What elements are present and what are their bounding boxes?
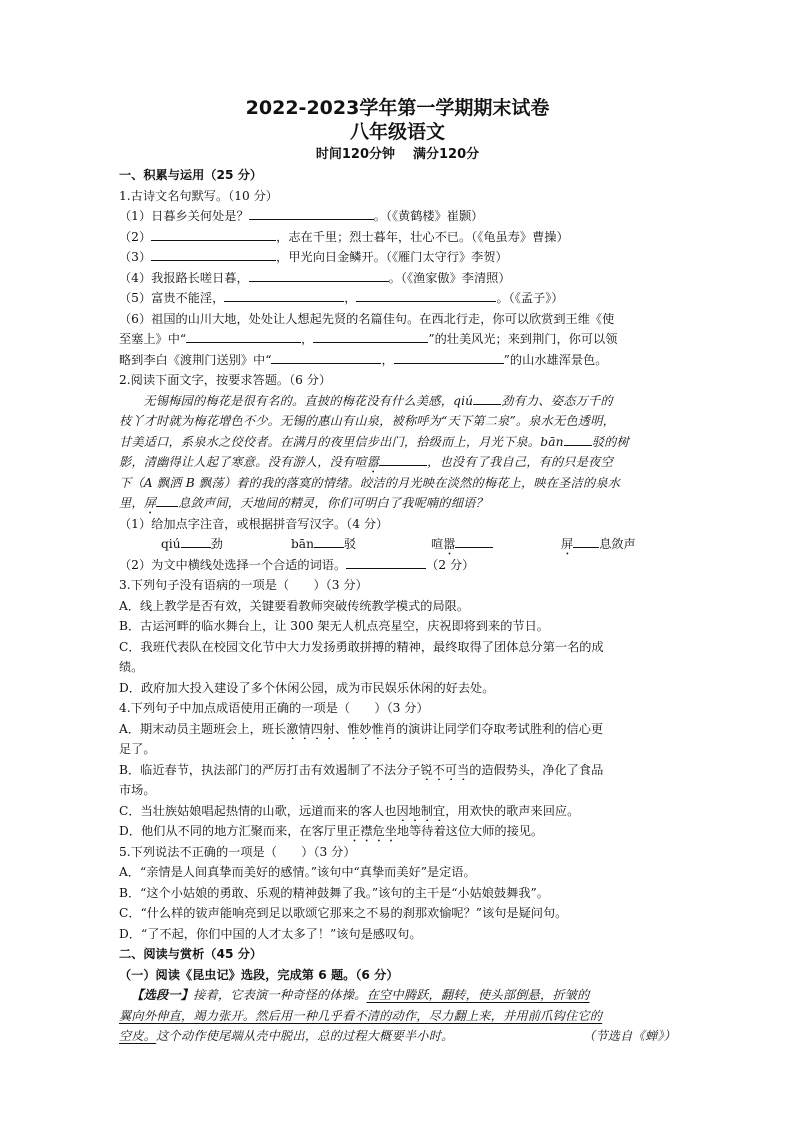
q3-option-c-line1: C．我班代表队在校园文化节中大力发扬勇敢拼搏的精神，最终取得了团体总分第一名的成	[119, 639, 604, 654]
q2-pinyin-row	[119, 534, 676, 555]
q5-option-a: A．“亲情是人间真挚而美好的感情。”该句中“真挚而美好”是定语。	[119, 865, 476, 879]
answer-blank[interactable]	[473, 391, 501, 405]
q5-option-c: C．“什么样的钹声能响亮到足以歌颂它那来之不易的刹那欢愉呢？”该句是疑问句。	[119, 906, 568, 920]
q2-prompt: 2.阅读下面文字，按要求答题。（6 分）	[119, 373, 332, 387]
q1-item-4: （4）我报路长嗟日暮， 。（《渔家傲》李清照）	[119, 268, 676, 289]
answer-blank[interactable]	[394, 350, 504, 364]
q1-item-6-line2: 至塞上》中“ ， ”的壮美风光；来到荆门，你可以领	[119, 329, 676, 350]
q5-prompt: 5.下列说法不正确的一项是（ ）（3 分）	[119, 844, 356, 859]
q4-option-c: C．当壮族姑娘唱起热情的山歌，远道而来的客人也因地制宜，用欢快的歌声来回应。	[119, 803, 580, 818]
excerpt-source: （节选自《蝉》）	[583, 1029, 676, 1043]
q2-passage-line5: 下（A 飘洒 B 飘荡）着的我的落寞的情绪。皎洁的月光映在淡然的梅花上，映在圣洁的泉水	[119, 475, 621, 490]
answer-blank[interactable]	[573, 534, 599, 548]
answer-blank[interactable]	[186, 329, 301, 343]
q1-item-2: （2） ，志在千里；烈士暮年，壮心不已。（《龟虽寿》曹操）	[119, 227, 676, 248]
excerpt-line2: 翼向外伸直，竭力张开。然后用一种几乎看不清的动作，尽力翻上来，并用前爪钩住它的	[119, 1008, 603, 1023]
q2-sub1: （1）给加点字注音，或根据拼音写汉字。（4 分）	[119, 516, 389, 531]
pinyin-item: 喧嚣	[431, 534, 561, 555]
q3-option-b: B．古运河畔的临水舞台上，让 300 架无人机点亮星空，庆祝即将到来的节日。	[119, 619, 549, 633]
exam-grade-subject: 八年级语文	[349, 121, 445, 143]
q2-passage-line6: 里，屏 息敛声间，天地间的精灵，你们可明白了我呢喃的细语？	[119, 493, 676, 514]
answer-blank[interactable]	[151, 247, 276, 261]
answer-blank[interactable]	[151, 227, 276, 241]
q4-option-d: D．他们从不同的地方汇聚而来，在客厅里正襟危坐地等待着这位大师的接见。	[119, 824, 544, 838]
q1-item-6-line3: 略到李白《渡荆门送别》中“ ， ”的山水雄浑景色。	[119, 350, 676, 371]
q3-prompt: 3.下列句子没有语病的一项是（ ）（3 分）	[119, 578, 368, 592]
q1-item-5: （5）富贵不能淫， ， 。（《孟子》）	[119, 288, 676, 309]
excerpt-line1: 【选段一】接着，它表演一种奇怪的体操。在空中腾跃，翻转，使头部倒悬，折皱的	[131, 988, 590, 1002]
exam-info	[119, 145, 676, 165]
pinyin-item: bān 驳	[291, 534, 431, 555]
q2-passage-line1: 无锡梅园的梅花是很有名的。直披的梅花没有什么美感，qiú 劲有力、姿态万千的	[119, 391, 676, 412]
answer-blank[interactable]	[313, 329, 428, 343]
exam-score: 满分120分	[413, 147, 480, 162]
pinyin-item: qiú 劲	[161, 534, 291, 555]
exam-title: 2022-2023学年第一学期期末试卷	[245, 97, 550, 119]
pinyin-item: 屏 息敛声	[561, 534, 636, 555]
q5-option-d: D．“了不起，你们中国的人才太多了！”该句是感叹句。	[119, 926, 422, 941]
section2-part1-heading: （一）阅读《昆虫记》选段，完成第 6 题。（6 分）	[119, 967, 399, 982]
q1-item-1: （1）日暮乡关何处是？ 。（《黄鹤楼》崔颢）	[119, 206, 676, 227]
answer-blank[interactable]	[356, 288, 496, 302]
answer-blank[interactable]	[346, 555, 426, 569]
section1-heading: 一、积累与运用（25 分）	[119, 168, 263, 182]
answer-blank[interactable]	[314, 534, 344, 548]
answer-blank[interactable]	[455, 534, 493, 548]
q2-sub2: （2）为文中横线处选择一个合适的词语。 （2 分）	[119, 555, 676, 576]
q2-passage-line2: 枝丫才时就为梅花增色不少。无锡的惠山有山泉，被称呼为“天下第二泉”。泉水无色透明，	[119, 414, 615, 428]
exam-time: 时间120分钟	[315, 147, 395, 162]
q2-passage-line3: 甘美适口，系泉水之佼佼者。在满月的夜里信步出门，拾级而上，月光下泉。bān 驳的树	[119, 432, 676, 453]
q4-prompt: 4.下列句子中加点成语使用正确的一项是（ ）（3 分）	[119, 701, 429, 715]
answer-blank[interactable]	[379, 452, 427, 466]
q1-prompt: 1.古诗文名句默写。（10 分）	[119, 188, 278, 203]
answer-blank[interactable]	[181, 534, 211, 548]
q2-passage-line4: 影，清幽得让人起了寒意。没有游人，没有喧嚣 ，也没有了我自己，有的只是夜空	[119, 452, 676, 473]
q3-option-a: A．线上教学是否有效，关键要看教师突破传统教学模式的局限。	[119, 598, 470, 613]
q4-option-b-line1: B．临近春节，执法部门的严厉打击有效遏制了不法分子锐不可当的造假势头，净化了食品	[119, 762, 604, 777]
excerpt-label: 【选段一】	[131, 988, 194, 1002]
excerpt-line3: 空皮。这个动作使尾端从壳中脱出，总的过程大概要半小时。 （节选自《蝉》）	[119, 1026, 676, 1047]
section2-heading: 二、阅读与赏析（45 分）	[119, 947, 263, 961]
q4-option-a-line2: 足了。	[119, 742, 156, 756]
q3-option-c-line2: 绩。	[119, 660, 144, 674]
answer-blank[interactable]	[249, 268, 389, 282]
q3-option-d: D．政府加大投入建设了多个休闲公园，成为市民娱乐休闲的好去处。	[119, 680, 495, 695]
q1-item-6-line1: （6）祖国的山川大地，处处让人想起先贤的名篇佳句。在西北行走，你可以欣赏到王维《使	[119, 311, 615, 326]
answer-blank[interactable]	[564, 432, 592, 446]
answer-blank[interactable]	[156, 493, 178, 507]
answer-blank[interactable]	[224, 288, 344, 302]
q1-item-3: （3） ，甲光向日金鳞开。（《雁门太守行》李贺）	[119, 247, 676, 268]
q5-option-b: B．“这个小姑娘的勇敢、乐观的精神鼓舞了我。”该句的主干是“小姑娘鼓舞我”。	[119, 885, 549, 900]
answer-blank[interactable]	[271, 350, 381, 364]
answer-blank[interactable]	[249, 206, 374, 220]
q4-option-b-line2: 市场。	[119, 783, 156, 797]
q4-option-a-line1: A．期末动员主题班会上，班长激情四射、惟妙惟肖的演讲让同学们夺取考试胜利的信心更	[119, 721, 604, 736]
